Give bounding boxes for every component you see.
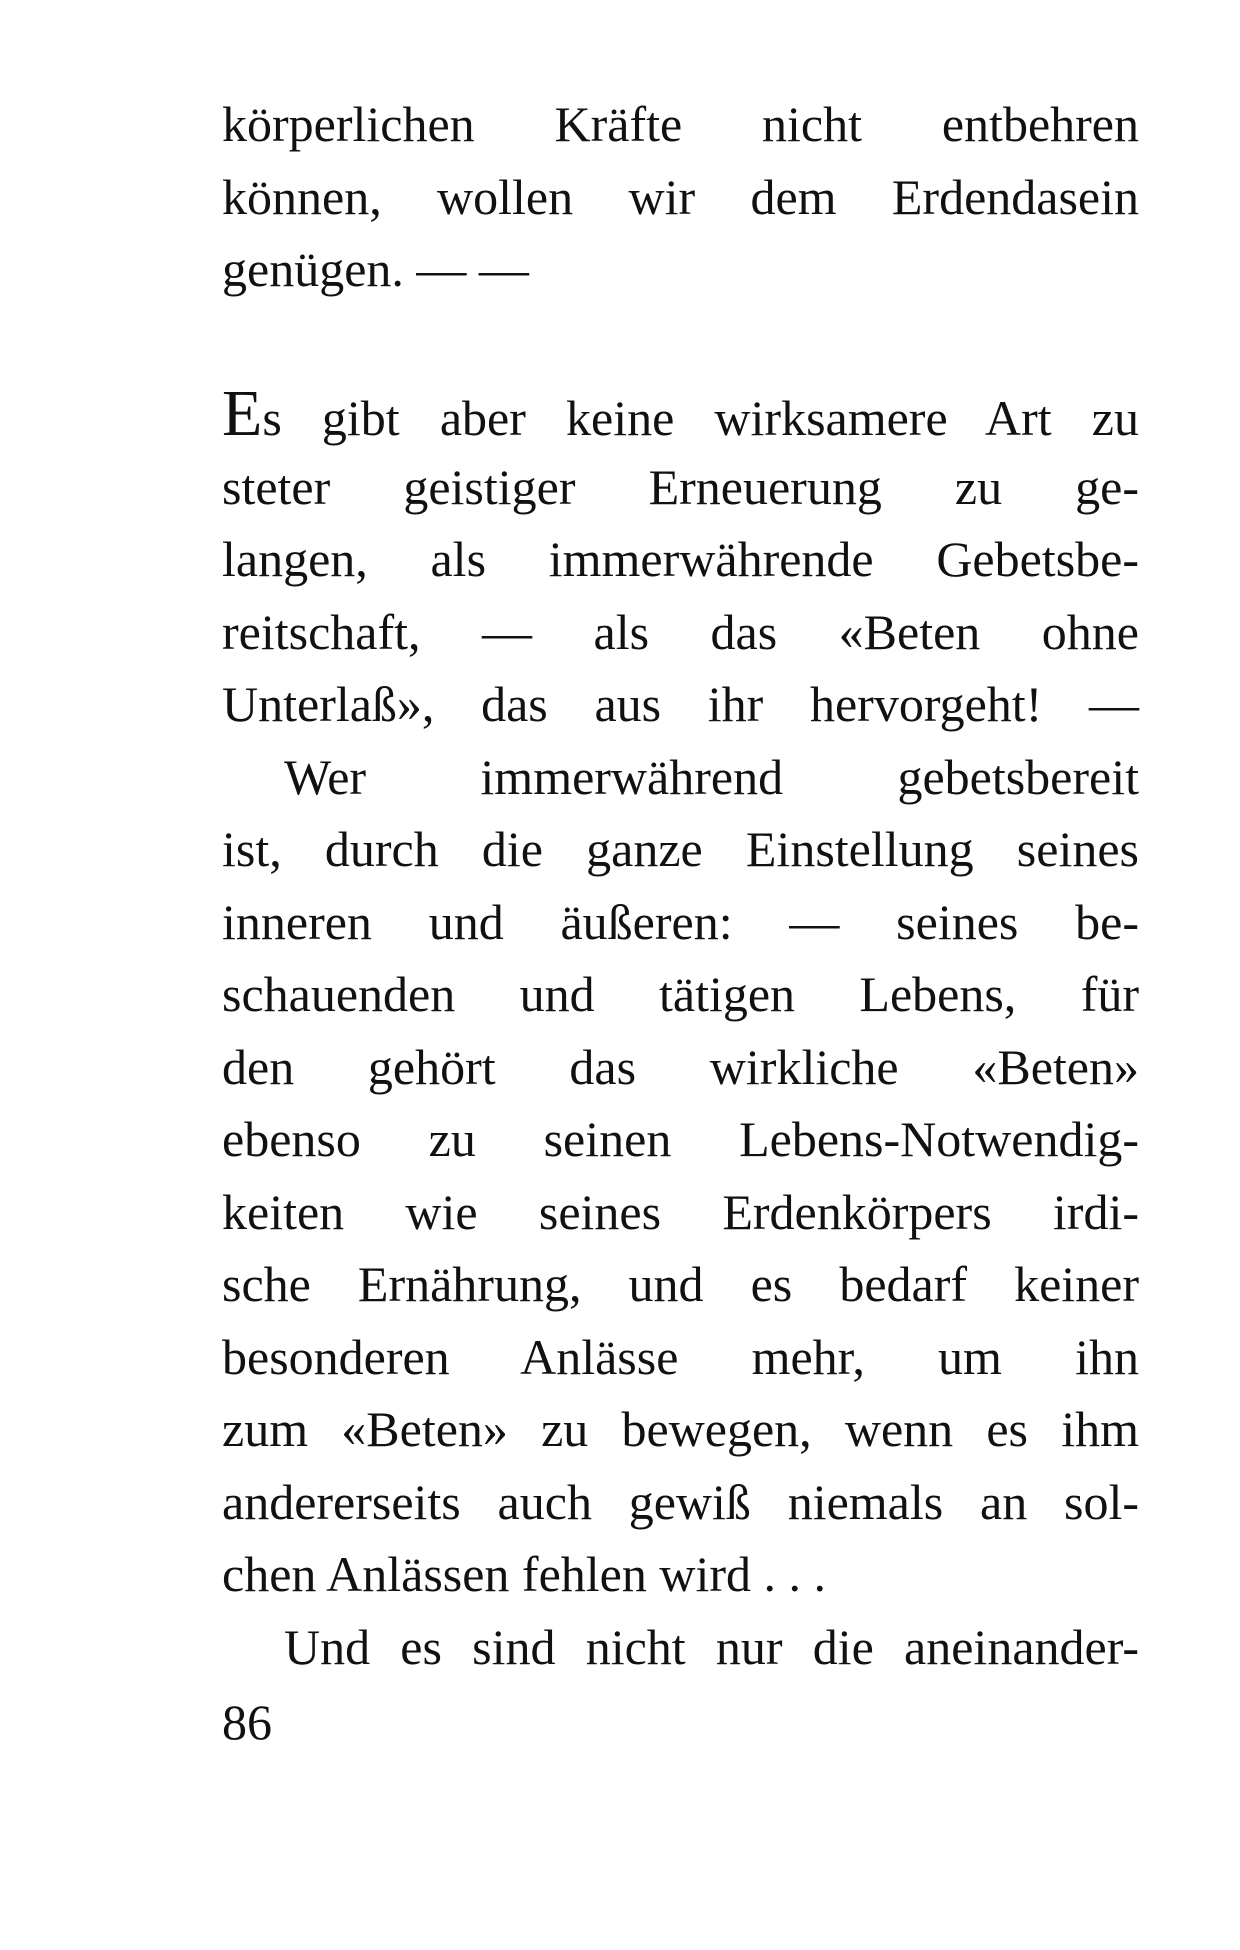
text-line: Und es sind nicht nur die aneinander- xyxy=(284,1618,1139,1675)
text-line: genügen. — — xyxy=(222,241,529,297)
text-line: den gehört das wirkliche «Beten» xyxy=(222,1038,1139,1095)
text-line: besonderen Anlässe mehr, um ihn xyxy=(222,1328,1139,1385)
text-line-rest: s gibt aber keine wirksamere Art zu xyxy=(262,390,1139,446)
text-line: ebenso zu seinen Lebens-Notwendig- xyxy=(222,1111,1139,1167)
text-line: reitschaft, — als das «Beten ohne xyxy=(222,603,1139,660)
text-line: zum «Beten» zu bewegen, wenn es ihm xyxy=(222,1401,1139,1457)
text-line: inneren und äußeren: — seines be- xyxy=(222,893,1139,950)
text-line: steter geistiger Erneuerung zu ge- xyxy=(222,458,1139,515)
text-line: körperlichen Kräfte nicht entbehren xyxy=(222,96,1139,152)
drop-cap: E xyxy=(222,377,263,450)
body-text xyxy=(222,88,1139,1683)
text-line: chen Anlässen fehlen wird . . . xyxy=(222,1546,827,1602)
text-line xyxy=(222,378,1139,451)
text-line: langen, als immerwährende Gebetsbe- xyxy=(222,531,1139,587)
page-number: 86 xyxy=(222,1694,272,1750)
text-line: können, wollen wir dem Erdendasein xyxy=(222,168,1139,225)
paragraph-gap xyxy=(222,306,1139,379)
text-line: ist, durch die ganze Einstellung seines xyxy=(222,821,1139,877)
text-line: sche Ernährung, und es bedarf keiner xyxy=(222,1256,1139,1312)
text-line: Unterlaß», das aus ihr hervorgeht! — xyxy=(222,676,1139,732)
text-line: andererseits auch gewiß niemals an sol- xyxy=(222,1473,1139,1530)
text-line: Wer immerwährend gebetsbereit xyxy=(284,748,1139,805)
text-line: schauenden und tätigen Lebens, für xyxy=(222,966,1139,1022)
text-line: keiten wie seines Erdenkörpers irdi- xyxy=(222,1183,1139,1240)
